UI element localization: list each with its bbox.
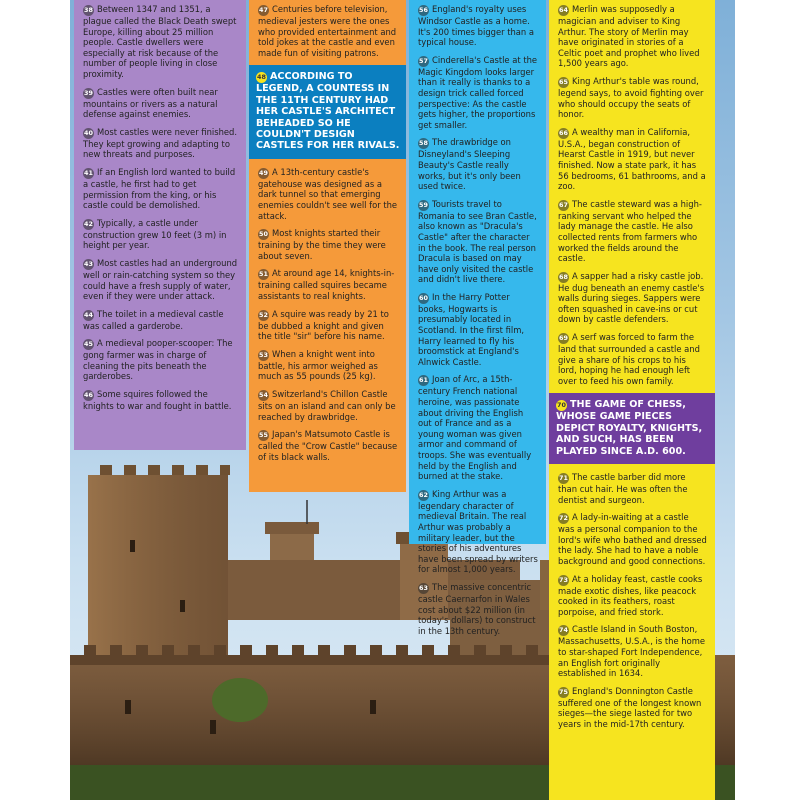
fact-number-badge: 71 xyxy=(559,474,568,483)
fact-number-badge: 72 xyxy=(559,514,568,523)
facts-column-orange xyxy=(249,0,406,492)
fact-text: Between 1347 and 1351, a plague called the Black Death swept Europe, killing about 25 million people. Castle dwellers were especially at risk because of the number of people living in close proximity. xyxy=(83,4,237,79)
fact-text: Japan's Matsumoto Castle is called the "Crow Castle" because of its black walls. xyxy=(258,429,398,462)
fact-item xyxy=(558,127,707,192)
fact-item xyxy=(418,374,538,481)
callout-text: THE GAME OF CHESS, WHOSE GAME PIECES DEPICT ROYALTY, KNIGHTS, AND SUCH, HAS BEEN PLAYED SINCE A.D. 600. xyxy=(556,399,703,457)
fact-number-badge: 41 xyxy=(84,168,93,177)
fact-number-badge: 66 xyxy=(559,128,568,137)
fact-item xyxy=(558,686,707,730)
fact-text: Castles were often built near mountains or rivers as a natural defense against enemies. xyxy=(83,86,218,120)
fact-number-badge: 38 xyxy=(84,6,93,14)
fact-item xyxy=(258,167,398,221)
fact-number-badge: 75 xyxy=(559,687,568,696)
fact-text: The castle barber did more than cut hair. He was often the dentist and surgeon. xyxy=(558,472,688,505)
fact-item xyxy=(418,292,538,368)
fact-item xyxy=(418,4,538,48)
fact-text: England's royalty uses Windsor Castle as a home. It's 200 times bigger than a typical house. xyxy=(418,4,535,48)
fact-number-badge: 55 xyxy=(259,431,268,440)
fact-number-badge: 45 xyxy=(84,340,93,349)
fact-item xyxy=(558,574,707,618)
fact-text: Switzerland's Chillon Castle sits on an island and can only be reached by drawbridge. xyxy=(258,388,396,422)
fact-item xyxy=(258,268,398,301)
fact-text: A serf was forced to farm the land that surrounded a castle and give a share of his crops to his lord, hoping he had enough left over to feed his own family. xyxy=(558,332,700,386)
fact-number-badge: 51 xyxy=(259,270,268,279)
fact-item xyxy=(83,389,238,412)
fact-text: A lady-in-waiting at a castle was a personal companion to the lord's wife who bathed and dressed the lady. She had to have a noble background and good connections. xyxy=(558,512,707,567)
fact-text: At a holiday feast, castle cooks made exotic dishes, like peacock cooked in its feathers, roast porpoise, and fried stork. xyxy=(558,573,703,617)
facts-column-purple xyxy=(74,0,246,450)
fact-item xyxy=(258,309,398,342)
fact-number-badge: 59 xyxy=(419,200,428,209)
fact-item xyxy=(83,167,238,211)
fact-number-badge: 52 xyxy=(259,310,268,319)
fact-number-badge: 73 xyxy=(559,575,568,584)
fact-number-badge: 70 xyxy=(557,401,566,410)
fact-item xyxy=(258,349,398,382)
fact-item xyxy=(558,76,707,120)
fact-item xyxy=(418,55,538,131)
fact-number-badge: 46 xyxy=(84,391,93,400)
fact-number-badge: 63 xyxy=(419,583,428,592)
fact-item xyxy=(83,258,238,302)
fact-item xyxy=(558,271,707,325)
fact-text: The massive concentric castle Caernarfon in Wales cost about $22 million (in today's dollars) to construct in the 13th century. xyxy=(418,581,536,636)
fact-text: Most knights started their training by the time they were about seven. xyxy=(258,228,386,261)
fact-item xyxy=(83,338,238,382)
fact-text: Centuries before television, medieval jesters were the ones who provided entertainment and told jokes at the castle and even made fun of visiting patrons. xyxy=(258,4,397,58)
fact-number-badge: 57 xyxy=(419,56,428,65)
fact-text: The toilet in a medieval castle was called a garderobe. xyxy=(83,308,224,331)
fact-number-badge: 58 xyxy=(419,139,428,148)
highlight-callout-countess xyxy=(249,65,406,158)
fact-text: The drawbridge on Disneyland's Sleeping Beauty's Castle really works, but it's only been used twice. xyxy=(418,137,521,192)
fact-text: A medieval pooper-scooper: The gong farmer was in charge of cleaning the pits beneath the garderobes. xyxy=(83,338,233,382)
fact-number-badge: 54 xyxy=(259,390,268,399)
fact-number-badge: 44 xyxy=(84,310,93,319)
fact-item xyxy=(558,624,707,678)
fact-number-badge: 42 xyxy=(84,219,93,228)
fact-text: Tourists travel to Romania to see Bran Castle, also known as "Dracula's Castle" after the character in the book. The real person Dracula is based on may have only visited the castle and didn't live there. xyxy=(418,198,537,285)
fact-text: If an English lord wanted to build a castle, he first had to get permission from the king, or his castle could be demolished. xyxy=(83,166,236,211)
fact-item xyxy=(258,389,398,422)
fact-text: England's Donnington Castle suffered one of the longest known sieges—the siege lasted for two years in the mid-17th century. xyxy=(558,685,702,729)
fact-number-badge: 47 xyxy=(259,6,268,14)
fact-item xyxy=(558,199,707,264)
fact-number-badge: 68 xyxy=(559,272,568,281)
fact-text: At around age 14, knights-in-training called squires became assistants to real knights. xyxy=(258,268,395,301)
fact-text: Cinderella's Castle at the Magic Kingdom looks larger than it really is thanks to a design trick called forced perspective: As the castle gets higher, the proportions get smaller. xyxy=(418,54,538,130)
facts-column-blue xyxy=(409,0,546,636)
fact-text: Typically, a castle under construction grew 10 feet (3 m) in height per year. xyxy=(83,217,227,251)
fact-text: King Arthur's table was round, legend says, to avoid fighting over who should occupy the seats of honor. xyxy=(558,75,704,120)
fact-text: Most castles were never finished. They kept growing and adapting to new threats and purposes. xyxy=(83,126,238,160)
fact-item xyxy=(83,309,238,332)
fact-text: A 13th-century castle's gatehouse was designed as a dark tunnel so that emerging enemies couldn't see well for the attack. xyxy=(258,166,398,221)
fact-item xyxy=(418,489,538,575)
fact-text: Most castles had an underground well or rain-catching system so they could have a fresh supply of water, even if they were under attack. xyxy=(83,257,238,302)
fact-item xyxy=(558,332,707,386)
callout-text: ACCORDING TO LEGEND, A COUNTESS IN THE 11TH CENTURY HAD HER CASTLE'S ARCHITECT BEHEADED SO HE COULDN'T DESIGN CASTLES FOR HER RIVALS. xyxy=(256,71,400,152)
fact-number-badge: 39 xyxy=(84,88,93,97)
fact-text: Castle Island in South Boston, Massachusetts, U.S.A., is the home to star-shaped Fort Independence, an English fort originally established in 1634. xyxy=(558,624,706,679)
fact-number-badge: 67 xyxy=(559,200,568,209)
fact-number-badge: 40 xyxy=(84,128,93,137)
fact-item xyxy=(418,137,538,191)
fact-number-badge: 62 xyxy=(419,490,428,499)
fact-number-badge: 74 xyxy=(559,626,568,635)
fact-text: A sapper had a risky castle job. He dug beneath an enemy castle's walls during sieges. Sappers were often squashed in cave-ins or cut down by castle defenders. xyxy=(558,270,705,325)
fact-text: King Arthur was a legendary character of medieval Britain. The real Arthur was probably a military leader, but the stories of his adventures have been spread by writers for almost 1,000 years. xyxy=(418,488,538,575)
fact-text: Joan of Arc, a 15th-century French national heroine, was passionate about driving the English out of France and as a young woman was given armor and command of troops. She was eventually held by the English and burned at the stake. xyxy=(418,374,532,482)
fact-number-badge: 60 xyxy=(419,293,428,302)
fact-text: A squire was ready by 21 to be dubbed a knight and given the title "sir" before his name. xyxy=(258,308,389,342)
fact-item xyxy=(558,472,707,505)
fact-text: The castle steward was a high-ranking servant who helped the lady manage the castle. He also collected rents from farmers who worked the fields around the castle. xyxy=(558,198,702,264)
fact-item xyxy=(83,87,238,120)
fact-item xyxy=(558,4,707,69)
fact-text: Merlin was supposedly a magician and adviser to King Arthur. The story of Merlin may have originated in stories of a Celtic poet and prophet who lived 1,500 years ago. xyxy=(558,4,700,69)
fact-item xyxy=(558,512,707,566)
fact-item xyxy=(83,4,238,80)
fact-item xyxy=(83,218,238,251)
fact-item xyxy=(418,199,538,285)
fact-number-badge: 50 xyxy=(259,230,268,239)
fact-item xyxy=(258,228,398,261)
fact-number-badge: 61 xyxy=(419,376,428,385)
fact-number-badge: 43 xyxy=(84,259,93,268)
fact-number-badge: 69 xyxy=(559,334,568,343)
fact-number-badge: 49 xyxy=(259,168,268,177)
fact-item xyxy=(83,127,238,160)
fact-item xyxy=(258,429,398,462)
fact-text: When a knight went into battle, his armor weighed as much as 55 pounds (25 kg). xyxy=(258,348,378,382)
fact-number-badge: 65 xyxy=(559,77,568,86)
fact-number-badge: 56 xyxy=(419,6,428,14)
fact-text: In the Harry Potter books, Hogwarts is presumably located in Scotland. In the first film, Harry learned to fly his broomstick at England's Alnwick Castle. xyxy=(418,291,525,367)
fact-item xyxy=(418,582,538,636)
fact-number-badge: 48 xyxy=(257,73,266,82)
highlight-callout-chess xyxy=(549,393,715,464)
fact-text: Some squires followed the knights to war and fought in battle. xyxy=(83,389,232,412)
facts-column-yellow xyxy=(549,0,715,800)
fact-number-badge: 53 xyxy=(259,350,268,359)
fact-number-badge: 64 xyxy=(559,6,568,14)
fact-text: A wealthy man in California, U.S.A., began construction of Hearst Castle in 1919, but never finished. Now a state park, it has 56 bedrooms, 61 bathrooms, and a zoo. xyxy=(558,126,706,192)
fact-item xyxy=(258,4,398,58)
